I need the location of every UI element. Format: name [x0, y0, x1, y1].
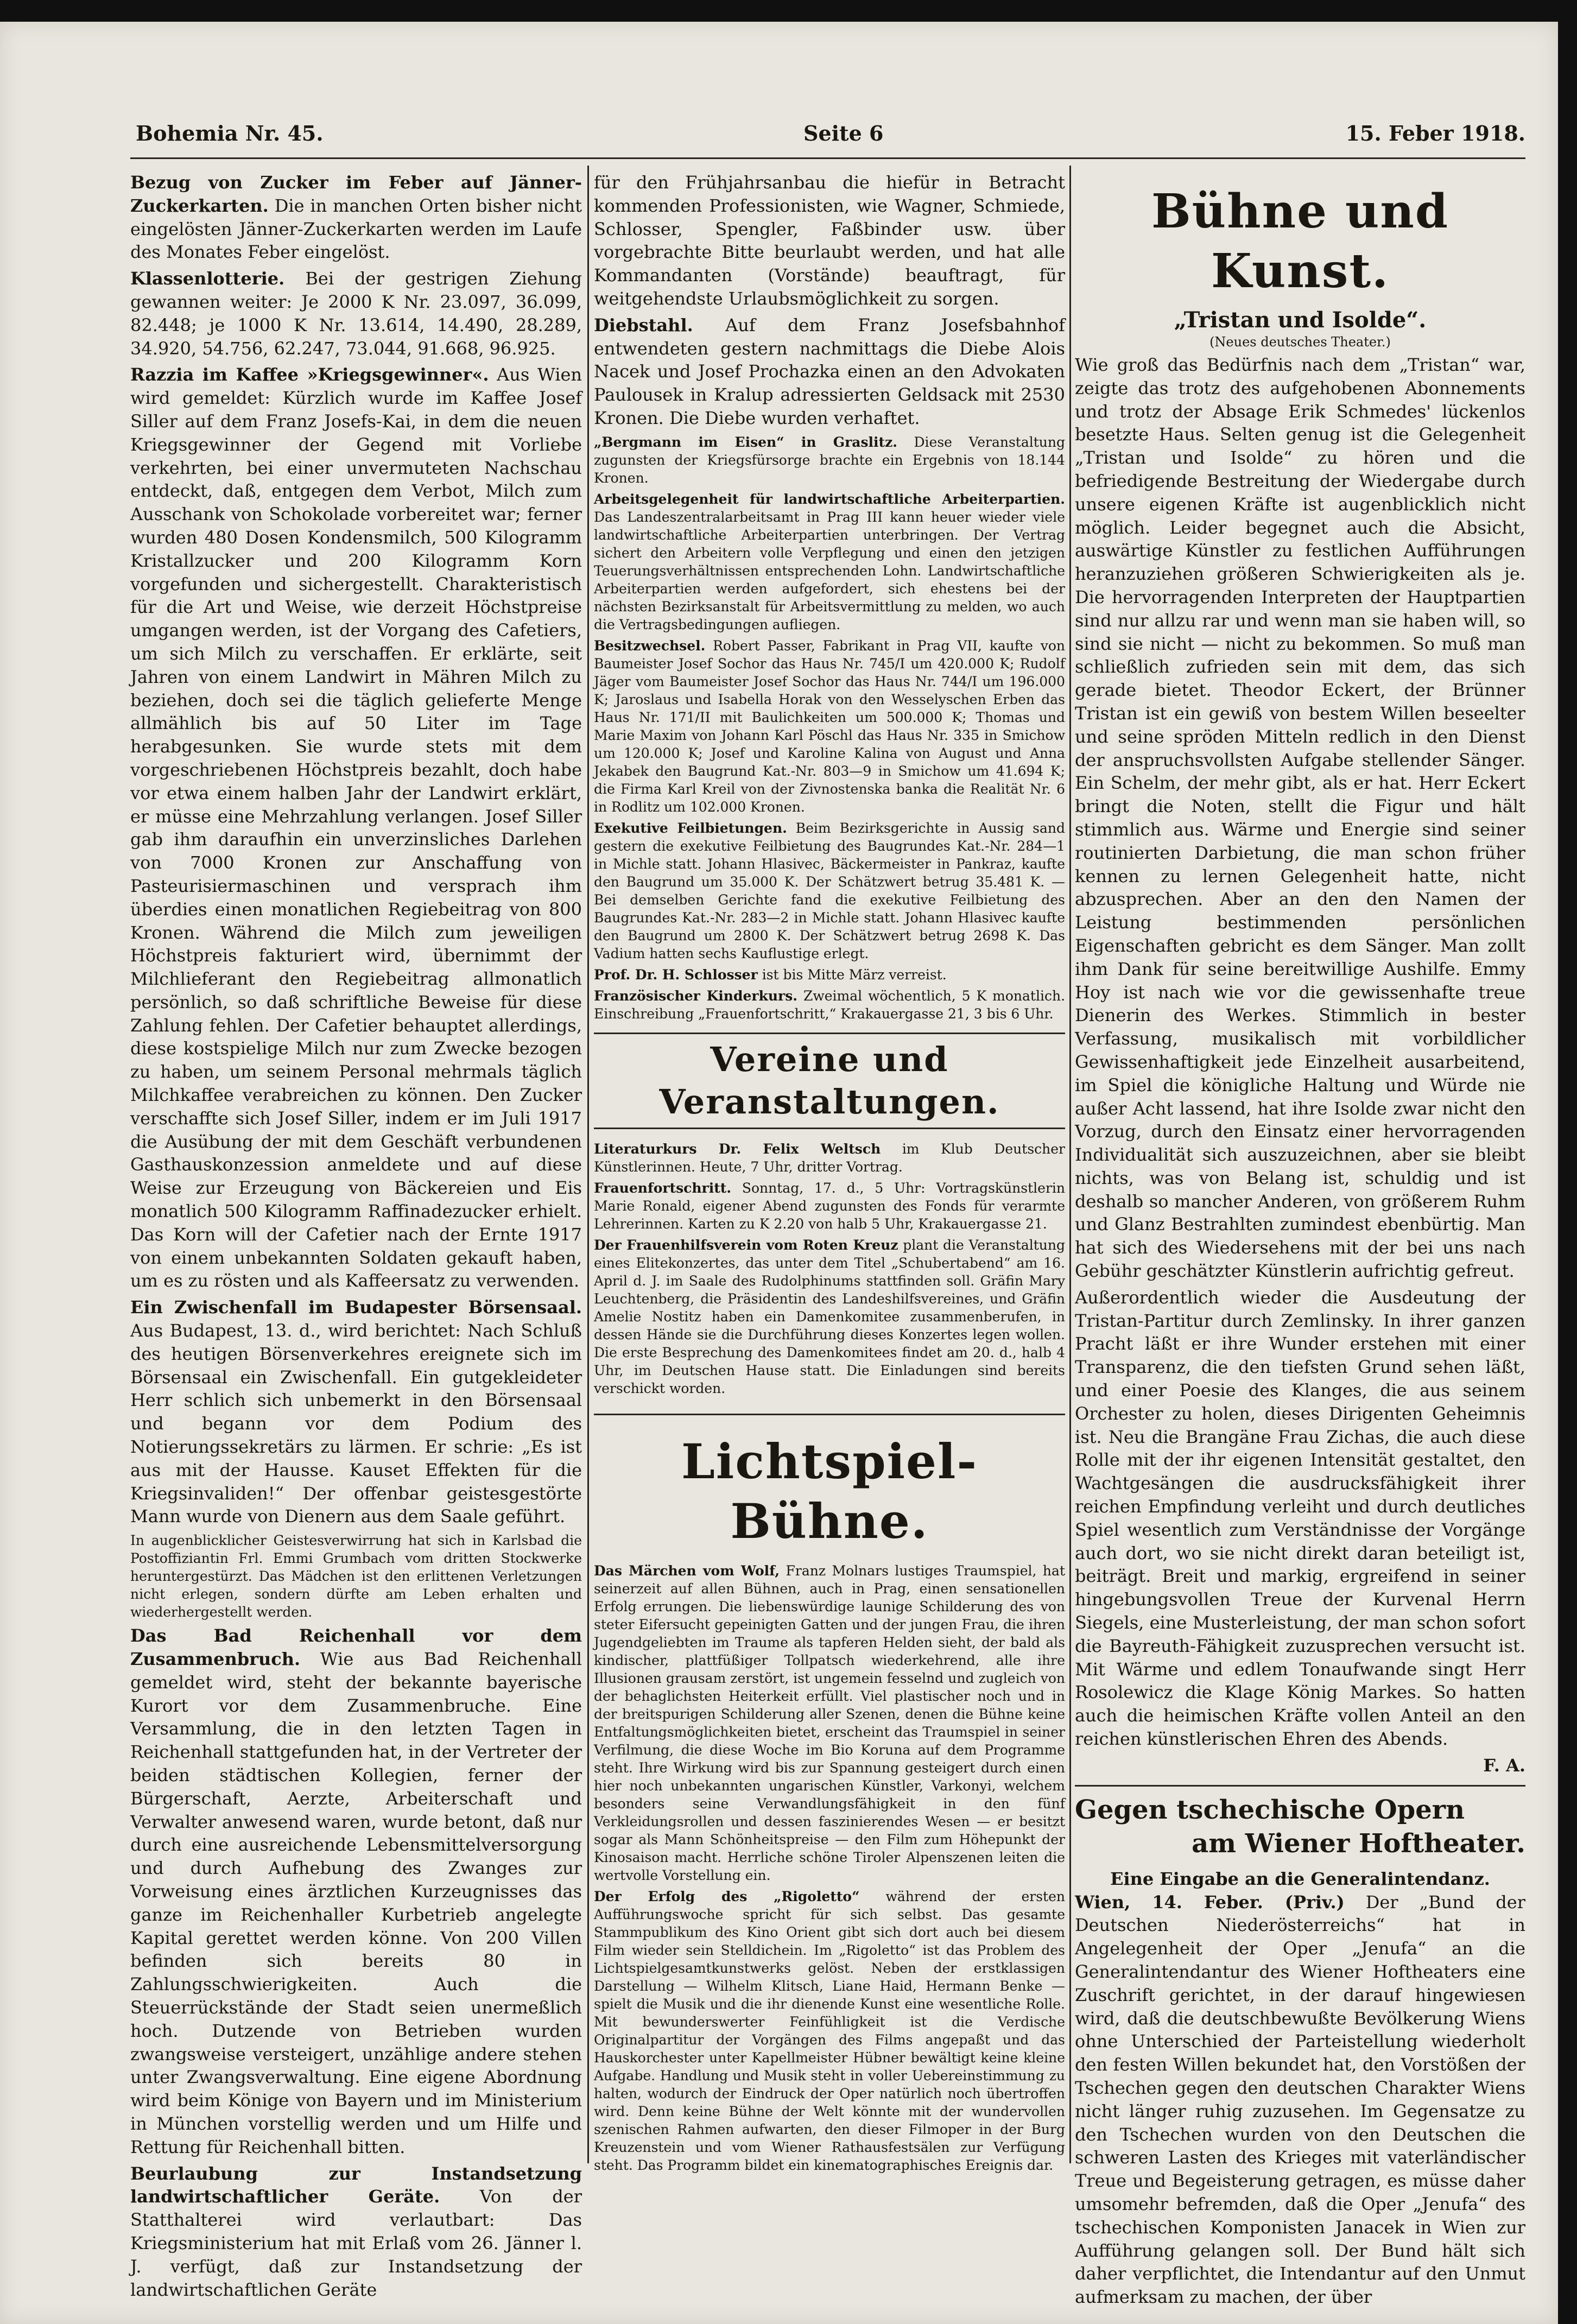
notice-besitzwechsel [594, 637, 1065, 816]
article-continuation: für den Frühjahrsanbau die hiefür in Betracht kommenden Professionisten, wie Wagner, Schmiede, Schlosser, Spengler, Faßbinder usw. über vorgebrachte Bitte beurlaubt werden, und hat alle Kommandanten (Vorstände) beauftragt, für weitgehendste Urlaubsmöglichkeit zu sorgen. [594, 172, 1065, 309]
notice-literaturkurs [594, 1140, 1065, 1176]
article-boersensaal [130, 1296, 582, 1528]
article-heading: Razzia im Kaffee »Kriegsgewinner«. [130, 364, 489, 385]
article-text: Von der Statthalterei wird verlautbart: Das Kriegsministerium hat mit Erlaß vom 26. Jänner l. J. verfügt, daß zur Instandsetzung der landwirtschaftlichen Geräte [130, 2186, 582, 2300]
article-text: Wie aus Bad Reichenhall gemeldet wird, steht der bekannte bayerische Kurort vor dem Zusammenbruche. Eine Versammlung, die in den letzten Tagen in Reichenhall stattgefunden hat, in der Vertreter der beiden städtischen Kollegien, ferner der Bürgerschaft, Aerzte, Arbeiterschaft und Verwalter anwesend waren, wurde betont, daß nur durch eine ausreichende Lebensmittelversorgung und durch Aufhebung des Zwanges zur Vorweisung eines ärztlichen Kurzeugnisses das ganze im Reichenhaller Kurbetrieb angelegte Kapital gerettet werden könne. Von 200 Villen befinden sich bereits 80 in Zahlungsschwierigkeiten. Auch die Steuerrückstände der Stadt seien unermeßlich hoch. Dutzende von Betrieben wurden zwangsweise versteigert, unzählige andere stehen unter Zwangsverwaltung. Eine eigene Abordnung wird beim Könige von Bayern und im Ministerium in München vorstellig werden und um Hilfe und Rettung für Reichenhall bitten. [130, 1649, 582, 2157]
section-title-lichtspiel: Lichtspiel-Bühne. [594, 1414, 1065, 1551]
review-venue: (Neues deutsches Theater.) [1209, 334, 1391, 350]
notice-heading: Das Märchen vom Wolf, [594, 1562, 780, 1579]
column-divider-2 [1069, 166, 1071, 2163]
column-2 [594, 171, 1066, 2173]
section-rule [1075, 1785, 1525, 1787]
notice-heading: Besitzwechsel. [594, 637, 706, 654]
review-paragraph-1: Wie groß das Bedürfnis nach dem „Tristan“ war, zeigte das trotz des aufgehobenen Abonnements und trotz der Absage Erik Schmedes' lückenlos besetzte Haus. Selten genug ist die Gelegenheit „Tristan und Isolde“ zu hören und die befriedigende Bestreitung der Wiedergabe durch unsere eigenen Kräfte ist augenblicklich nicht möglich. Leider begegnet auch die Absicht, auswärtige Künstler zu festlichen Aufführungen heranzuziehen größeren Schwierigkeiten als je. Die hervorragenden Interpreten der Hauptpartien sind nur allzu rar und wenn man sie haben will, so sind sie nicht — nicht zu bekommen. So muß man schließlich zufrieden sein mit dem, das sich gerade bietet. Theodor Eckert, der Brünner Tristan ist ein gewiß von bestem Willen beseelter und seine spröden Mitteln redlich in den Dienst der anspruchsvollsten Aufgabe stellender Sänger. Ein Schelm, der mehr gibt, als er hat. Herr Eckert bringt die Noten, stellt die Figur und hält stimmlich aus. Wärme und Energie sind seiner routinierten Darbietung, die man schon früher kennen zu lernen Gelegenheit hatte, nicht abzusprechen. Aber an den den Namen der Leistung bestimmenden persönlichen Eigenschaften gebricht es dem Sänger. Man zollt ihm Dank für seine bereitwillige Aushilfe. Emmy Hoy ist nach wie vor die gewissenhafte treue Dienerin des Werkes. Stimmlich in bester Verfassung, musikalisch mit vorbildlicher Gewissenhaftigkeit jede Einzelheit ausarbeitend, im Spiel die königliche Haltung und Würde nie außer Acht lassend, hat ihre Isolde zwar nicht den Vorzug, durch den Einsatz einer hervorragenden Individualität sich auszuzeichnen, aber sie bleibt nichts, was von Belang ist, schuldig und ist deshalb so mancher Anderen, von größerem Ruhm und Glanz Bestrahlten zumindest ebenbürtig. Man hat sich des Wiedersehens mit der bei uns nach Gebühr geschätzter Künstlerin aufrichtig gefreut. [1075, 354, 1525, 1282]
notice-text: Robert Passer, Fabrikant in Prag VII, kaufte von Baumeister Josef Sochor das Haus Nr. 745/I um 420.000 K; Rudolf Jäger vom Baumeister Josef Sochor das Haus Nr. 744/I um 196.000 K; Jaroslaus und Isabella Horak von den Wesselyschen Erben das Haus Nr. 171/II mit Baulichkeiten um 500.000 K; Thomas und Marie Maxim von Johann Karl Pöschl das Haus Nr. 335 in Smichow um 120.000 K; Josef und Karoline Kalina von August und Anna Jekabek den Baugrund Kat.-Nr. 803—9 in Smichow um 41.694 K; die Firma Karl Kreil von der Zivnostenska banka die Realität Nr. 6 in Rodlitz um 102.000 Kronen. [594, 637, 1065, 815]
page-number: Seite 6 [803, 121, 884, 145]
notice-text: plant die Veranstaltung eines Elitekonzertes, das unter dem Titel „Schubertabend“ am 16. April d. J. im Saale des Rudolphinums stattfinden soll. Gräfin Mary Leuchtenberg, die Präsidentin des Landeshilfsvereines, und Gräfin Amelie Nostitz haben ein Damenkomitee zusammenberufen, in dessen Hände sie die Durchführung dieses Konzertes legen wollen. Die erste Besprechung des Damenkomitees findet am 20. d., halb 4 Uhr, im Deutschen Hause statt. Die Einladungen sind bereits verschickt worden. [594, 1237, 1066, 1396]
article-text: Die in manchen Orten bisher nicht eingelösten Jänner-Zuckerkarten werden im Laufe des Monates Feber eingelöst. [130, 195, 582, 263]
notice-text: Zweimal wöchentlich, 5 K monatlich. Einschreibung „Frauenfortschritt,“ Krakauergasse 21, 3 bis 6 Uhr. [594, 987, 1066, 1022]
article-diebstahl [594, 314, 1065, 430]
article-lotterie [130, 267, 582, 360]
notice-frauenfortschritt [594, 1179, 1065, 1233]
article-heading: Beurlaubung zur Instandsetzung landwirtschaftlicher Geräte. [130, 2163, 582, 2207]
notice-text: Das Landeszentralarbeitsamt in Prag III kann heuer wieder viele landwirtschaftliche Arbeiterpartien unterbringen. Der Vertrag sichert den Arbeitern volle Verpflegung und einen den jetzigen Teuerungsverhältnissen entsprechenden Lohn. Landwirtschaftliche Arbeiterpartien werden aufgefordert, sich ehestens bei der nächsten Bezirksanstalt für Arbeitsvermittlung zu melden, wo auch die Vertragsbedingungen aufliegen. [594, 509, 1065, 632]
notice-schlosser [594, 966, 1065, 984]
review-title: „Tristan und Isolde“. [1174, 307, 1427, 333]
notice-maerchen-wolf [594, 1562, 1065, 1884]
notice-text: während der ersten Aufführungswoche spricht für sich selbst. Das gesamte Stammpublikum des Kino Orient gibt sich dort auch bei diesem Film wieder sein Stelldichein. Im „Rigoletto“ ist das Problem des Lichtspielgesamtkunstwerks gelöst. Neben der erstklassigen Darstellung — Wilhelm Klitsch, Liane Haid, Hermann Benke — spielt die Musik und die ihr dienende Kunst eine wesentliche Rolle. Mit bewunderswerter Feinfühligkeit ist die Verdische Originalpartitur der Vorgängen des Films angepaßt und das Hauskorchester unter Kapellmeister Hübner bewältigt keine kleine Aufgabe. Handlung und Musik steht in voller Uebereinstimmung zu halten, wodurch der Eindruck der Oper natürlich noch übertroffen wird. Denn keine Bühne der Welt könnte mit der wundervollen szenischen Rahmen aufwarten, den dieser Filmoper in der Burg Kreuzenstein und vom Wiener Rathausfestsälen zur Verfügung steht. Das Programm bildet ein kinematographisches Ereignis dar. [594, 1888, 1065, 2173]
notice-heading: Französischer Kinderkurs. [594, 987, 797, 1004]
article-text: Bei der gestrigen Ziehung gewannen weiter: Je 2000 K Nr. 23.097, 36.099, 82.448; je 1000 K Nr. 13.614, 14.490, 28.289, 34.920, 54.756, 62.247, 73.044, 91.668, 96.925. [130, 268, 582, 359]
article-razzia [130, 363, 582, 1293]
notice-text: ist bis Mitte März verreist. [762, 966, 947, 983]
notice-heading: Literaturkurs Dr. Felix Weltsch [594, 1141, 881, 1157]
notice-text: Franz Molnars lustiges Traumspiel, hat seinerzeit auf allen Bühnen, auch in Prag, einen sensationellen Erfolg errungen. Die liebenswürdige launige Schilderung des von steter Eifersucht gepeinigten Gatten und der jungen Frau, die ihren Jugendgeliebten im Traume als tapferen Helden sieht, der bald als kindischer, plattfüßiger Tollpatsch wiederkehrend, alle ihre Illusionen grausam zerstört, ist ungemein fesselnd und zugleich von der behaglichsten Heiterkeit erfüllt. Viel plastischer noch und in der breitspurigen Schilderung aller Szenen, denen die Bühne keine Entfaltungsmöglichkeiten bietet, erscheint das Traumspiel in seiner Verfilmung, die diese Woche im Bio Koruna auf dem Programme steht. Ihre Wirkung wird bis zur Spannung gesteigert durch einen hier noch unbekannten ungarischen Künstler, Varkonyi, welchem besonders seine Verwandlungsfähigkeit in den fünf Verkleidungsrollen und dessen faszinierendes Wesen — er besitzt sogar als Mann Schönheitspreise — den Film zum Höhepunkt der Kinosaison macht. Herrliche schöne Tiroler Alpenszenen leiten die wertvolle Vorstellung ein. [594, 1562, 1065, 1883]
review-paragraph-2: Außerordentlich wieder die Ausdeutung der Tristan-Partitur durch Zemlinsky. In ihrer ganzen Pracht läßt er ihre Wunder erstehen mit einer Transparenz, die den tiefsten Grund sehen läßt, und einer Poesie des Klanges, die aus seinem Orchester zu holen, dieses Dirigenten Geheimnis ist. Neu die Brangäne Frau Zichas, die auch diese Rolle mit der ihr eigenen Intensität gestaltet, den Wachtgesängen die ausdrucksfähigkeit ihrer reichen Empfindung verleiht und durch deutliches Spiel wesentlich zum Verständnisse der Vorgänge auch dort, wo sie nicht direkt daran beteiligt ist, beiträgt. Breit und markig, ergreifend in seiner hingebungsvollen Treue der Kurvenal Herrn Siegels, eine Musterleistung, der man schon sofort die Bayreuth-Fähigkeit zuzusprechen versucht ist. Mit Wärme und edlem Tonaufwande singt Herr Rosolewicz die Klage König Markes. So hatten auch die heimischen Kräfte vollen Anteil an den reichen künstlerischen Ehren des Abends. [1075, 1287, 1525, 1750]
notice-text: im Klub Deutscher Künstlerinnen. Heute, 7 Uhr, dritter Vortrag. [594, 1141, 1065, 1175]
notice-text: Beim Bezirksgerichte in Aussig sand gestern die exekutive Feilbietung des Baugrundes Kat.-Nr. 284—1 in Michle statt. Johann Hlasivec, Bäckermeister in Pankraz, kaufte den Baugrund um 35.000 K. Der Schätzwert betrug 35.481 K. — Bei demselben Gerichte fand die exekutive Feilbietung des Baugrundes Kat.-Nr. 283—2 in Michle statt. Johann Hlasivec kaufte den Baugrund um 2800 K. Der Schätzwert betrug 2698 K. Das Vadium hatten sechs Kauflustige erlegt. [594, 820, 1065, 961]
article-subtitle: Eine Eingabe an die Generalintendanz. [1110, 1868, 1490, 1889]
notice-heading: „Bergmann im Eisen“ in Graslitz. [594, 434, 898, 450]
notice-heading: Arbeitsgelegenheit für landwirtschaftliche Arbeiterpartien. [594, 491, 1065, 507]
column-3 [1075, 171, 1525, 2308]
issue-number: Bohemia Nr. 45. [136, 121, 324, 145]
column-divider-1 [587, 166, 589, 2163]
article-title-hoftheater: am Wiener Hoftheater. [1192, 1828, 1525, 1859]
notice-heading: Der Frauenhilfsverein vom Roten Kreuz [594, 1237, 898, 1253]
article-text: Aus Budapest, 13. d., wird berichtet: Nach Schluß des heutigen Börsenverkehres ereignete sich im Börsensaal ein Zwischenfall. Ein gutgekleideter Herr schlich sich unbemerkt in den Börsensaal und begann vor dem Podium des Notierungssekretärs zu lärmen. Er schrie: „Es ist aus mit der Hausse. Kauset Effekten für die Kriegsinvaliden!“ Der offenbar geistesgestörte Mann wurde von Dienern aus dem Saale geführt. [130, 1320, 582, 1527]
column-1 [130, 171, 582, 2300]
notice-heading: Prof. Dr. H. Schlosser [594, 966, 758, 983]
section-title-vereine: Vereine und Veranstaltungen. [594, 1033, 1065, 1129]
issue-date: 15. Feber 1918. [1345, 121, 1525, 145]
page-header [136, 117, 1525, 155]
article-zucker [130, 171, 582, 264]
notice-text: Diese Veranstaltung zugunsten der Kriegsfürsorge brachte ein Ergebnis von 18.144 Kronen. [594, 434, 1066, 486]
article-title-opern: Gegen tschechische Opern [1075, 1794, 1465, 1825]
article-text: Aus Wien wird gemeldet: Kürzlich wurde im Kaffee Josef Siller auf dem Franz Josefs-Kai, in dem die neuen Kriegsgewinner der Gegend mit Vorliebe verkehrten, bei einer unvermuteten Nachschau entdeckt, daß, entgegen dem Verbot, Milch zum Ausschank von Schokolade vorbereitet war; ferner wurden 480 Dosen Kondensmilch, 500 Kilogramm Kristallzucker und 200 Kilogramm Korn vorgefunden und sichergestellt. Charakteristisch für die Art und Weise, wie derzeit Höchstpreise umgangen werden, ist der Vorgang des Cafetiers, um sich Milch zu verschaffen. Er erklärte, seit Jahren von einem Landwirt in Mähren Milch zu beziehen, doch sei die täglich gelieferte Menge allmählich bis auf 50 Liter im Tage herabgesunken. Sie wurde stets mit dem vorgeschriebenen Höchstpreis bezahlt, doch habe vor etwa einem halben Jahr der Landwirt erklärt, er müsse eine Mehrzahlung verlangen. Josef Siller gab ihm daraufhin ein unverzinsliches Darlehen von 7000 Kronen zur Anschaffung von Pasteurisiermaschinen und versprach ihm überdies einen monatlichen Regiebeitrag von 800 Kronen. Während die Milch zum jeweiligen Höchstpreis fakturiert wird, übernimmt der Milchlieferant den Regiebeitrag allmonatlich persönlich, so daß schriftliche Beweise für diese Zahlung fehlen. Der Cafetier behauptet allerdings, diese kostspielige Milch nur zum Zwecke bezogen zu haben, um seinem Personal mehrmals täglich Milchkaffee verabreichen zu können. Den Zucker verschaffte sich Josef Siller, indem er im Juli 1917 die Ausübung der mit dem Geschäft verbundenen Gasthauskonzession anmeldete und auf diese Weise zur Erzeugung von Bäckereien und Eis monatlich 500 Kilogramm Raffinadezucker erhielt. Das Korn will der Cafetier nach der Ernte 1917 von einem unbekannten Soldaten gekauft haben, um es zu rösten und als Kaffeersatz zu verwenden. [130, 364, 582, 1291]
notice-arbeit [594, 490, 1065, 634]
article-karlsbad: In augenblicklicher Geistesverwirrung hat sich in Karlsbad die Postoffiziantin Frl. Emmi Grumbach vom dritten Stockwerke heruntergestürzt. Das Mädchen ist den erlittenen Verletzungen nicht erlegen, sondern dürfte am Leben erhalten und wiederhergestellt werden. [130, 1533, 582, 1620]
article-beurlaubung [130, 2162, 582, 2302]
notice-kinderkurs [594, 987, 1065, 1023]
article-text: Der „Bund der Deutschen Niederösterreichs“ hat in Angelegenheit der Oper „Jenufa“ an die Generalintendantur des Wiener Hoftheaters eine Zuschrift gerichtet, in der darauf hingewiesen wird, daß die deutschbewußte Bevölkerung Wiens ohne Unterschied der Parteistellung wiederholt den festen Willen bekundet hat, den Vorstößen der Tschechen gegen den deutschen Charakter Wiens nicht länger ruhig zuzusehen. Im Gegensatze zu den Tschechen wurden von den Deutschen die schweren Lasten des Krieges mit vaterländischer Treue und Begeisterung getragen, es müsse daher umsomehr befremden, daß die Oper „Jenufa“ des tschechischen Komponisten Janacek in Wien zur Aufführung gelangen soll. Der Bund hält sich daher verpflichtet, die Intendantur auf den Unmut aufmerksam zu machen, der über [1075, 1891, 1525, 2308]
review-signature: F. A. [1483, 1755, 1525, 1776]
notice-heading: Der Erfolg des „Rigoletto“ [594, 1888, 860, 1904]
article-jenufa [1075, 1891, 1525, 2309]
notice-text: Sonntag, 17. d., 5 Uhr: Vortragskünstlerin Marie Ronald, eigener Abend zugunsten des Fonds für verarmte Lehrerinnen. Karten zu K 2.20 von halb 5 Uhr, Krakauergasse 21. [594, 1180, 1065, 1232]
notice-graslitz [594, 433, 1065, 487]
article-reichenhall [130, 1624, 582, 2158]
notice-heading: Frauenfortschritt. [594, 1180, 732, 1196]
article-heading: Klassenlotterie. [130, 268, 285, 289]
notice-rotes-kreuz [594, 1236, 1065, 1397]
notice-feilbietungen [594, 819, 1065, 962]
article-text: Auf dem Franz Josefsbahnhof entwendeten gestern nachmittags die Diebe Alois Nacek und Josef Prochazka einen an den Advokaten Paulousek in Kralup adressierten Geldsack mit 2530 Kronen. Die Diebe wurden verhaftet. [594, 314, 1066, 428]
header-rule [130, 157, 1525, 159]
newspaper-page [0, 22, 1558, 2324]
article-dateline: Wien, 14. Feber. (Priv.) [1075, 1891, 1345, 1913]
notice-rigoletto [594, 1888, 1065, 2174]
article-heading: Bezug von Zucker im Feber auf Jänner-Zuckerkarten. [130, 172, 582, 216]
article-heading: Das Bad Reichenhall vor dem Zusammenbruch. [130, 1625, 582, 1670]
notice-heading: Exekutive Feilbietungen. [594, 820, 787, 836]
article-heading: Ein Zwischenfall im Budapester Börsensaal. [130, 1297, 582, 1318]
article-heading: Diebstahl. [594, 314, 693, 335]
section-title-buehne: Bühne und Kunst. [1151, 184, 1449, 299]
